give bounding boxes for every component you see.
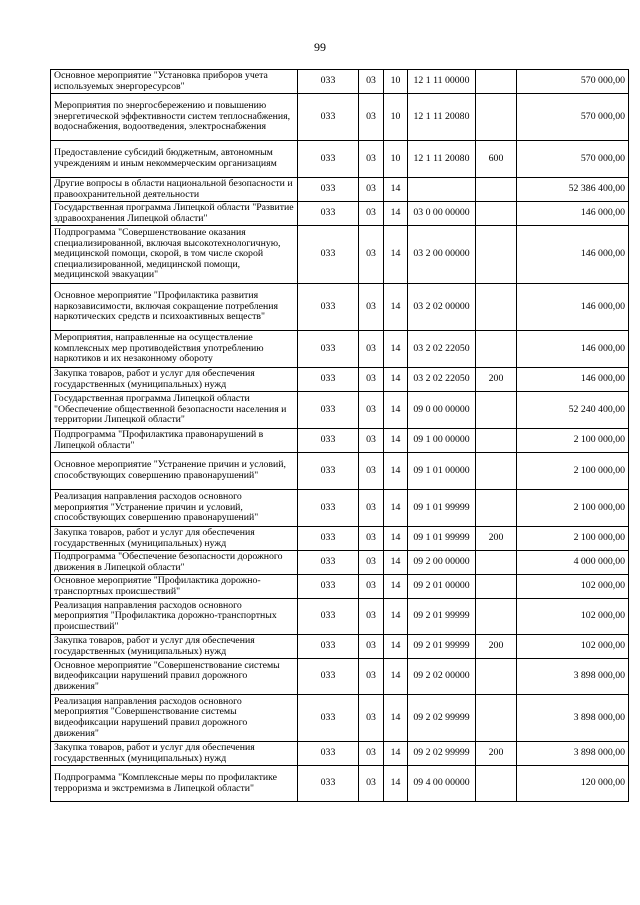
section-code: 03 xyxy=(359,368,384,392)
amount: 102 000,00 xyxy=(517,599,629,635)
row-name: Основное мероприятие "Установка приборов учета используемых энергоресурсов" xyxy=(51,70,298,94)
section-code: 03 xyxy=(359,392,384,429)
subsection-code: 14 xyxy=(384,331,408,368)
amount: 102 000,00 xyxy=(517,635,629,659)
ministry-code: 033 xyxy=(298,178,359,202)
target-article: 09 1 01 99999 xyxy=(408,490,476,527)
table-row xyxy=(51,392,629,429)
page-number: 99 xyxy=(314,40,326,54)
target-article: 09 4 00 00000 xyxy=(408,766,476,802)
table-row xyxy=(51,331,629,368)
ministry-code: 033 xyxy=(298,575,359,599)
target-article: 03 0 00 00000 xyxy=(408,202,476,226)
subsection-code: 14 xyxy=(384,695,408,742)
expense-type xyxy=(476,551,517,575)
target-article: 12 1 11 20080 xyxy=(408,94,476,141)
row-name: Закупка товаров, работ и услуг для обеспечения государственных (муниципальных) нужд xyxy=(51,368,298,392)
section-code: 03 xyxy=(359,202,384,226)
ministry-code: 033 xyxy=(298,490,359,527)
amount: 52 240 400,00 xyxy=(517,392,629,429)
section-code: 03 xyxy=(359,635,384,659)
ministry-code: 033 xyxy=(298,284,359,331)
ministry-code: 033 xyxy=(298,70,359,94)
subsection-code: 14 xyxy=(384,284,408,331)
amount: 52 386 400,00 xyxy=(517,178,629,202)
section-code: 03 xyxy=(359,70,384,94)
amount: 2 100 000,00 xyxy=(517,429,629,453)
section-code: 03 xyxy=(359,429,384,453)
amount: 3 898 000,00 xyxy=(517,695,629,742)
target-article: 09 2 02 99999 xyxy=(408,742,476,766)
row-name: Государственная программа Липецкой области "Развитие здравоохранения Липецкой области" xyxy=(51,202,298,226)
ministry-code: 033 xyxy=(298,766,359,802)
table-row xyxy=(51,94,629,141)
ministry-code: 033 xyxy=(298,599,359,635)
expense-type xyxy=(476,695,517,742)
target-article: 09 2 00 00000 xyxy=(408,551,476,575)
target-article xyxy=(408,178,476,202)
row-name: Закупка товаров, работ и услуг для обеспечения государственных (муниципальных) нужд xyxy=(51,635,298,659)
expense-type: 200 xyxy=(476,368,517,392)
table-row xyxy=(51,141,629,178)
expense-type xyxy=(476,659,517,695)
row-name: Мероприятия, направленные на осуществление комплексных мер противодействия употреблению наркотиков и их незаконному обороту xyxy=(51,331,298,368)
section-code: 03 xyxy=(359,141,384,178)
table-row xyxy=(51,490,629,527)
table-row xyxy=(51,368,629,392)
subsection-code: 14 xyxy=(384,635,408,659)
subsection-code: 14 xyxy=(384,226,408,284)
table-row xyxy=(51,70,629,94)
row-name: Подпрограмма "Профилактика правонарушений в Липецкой области" xyxy=(51,429,298,453)
subsection-code: 14 xyxy=(384,659,408,695)
amount: 2 100 000,00 xyxy=(517,490,629,527)
row-name: Реализация направления расходов основного мероприятия "Совершенствование системы видеофиксации нарушений правил дорожного движения" xyxy=(51,695,298,742)
amount: 2 100 000,00 xyxy=(517,453,629,490)
section-code: 03 xyxy=(359,226,384,284)
target-article: 03 2 02 22050 xyxy=(408,368,476,392)
expense-type xyxy=(476,284,517,331)
table-row xyxy=(51,575,629,599)
amount: 570 000,00 xyxy=(517,94,629,141)
ministry-code: 033 xyxy=(298,551,359,575)
section-code: 03 xyxy=(359,453,384,490)
section-code: 03 xyxy=(359,527,384,551)
subsection-code: 14 xyxy=(384,178,408,202)
amount: 146 000,00 xyxy=(517,226,629,284)
amount: 120 000,00 xyxy=(517,766,629,802)
expense-type xyxy=(476,94,517,141)
expense-type xyxy=(476,766,517,802)
amount: 2 100 000,00 xyxy=(517,527,629,551)
expense-type xyxy=(476,178,517,202)
expense-type xyxy=(476,490,517,527)
ministry-code: 033 xyxy=(298,659,359,695)
subsection-code: 10 xyxy=(384,141,408,178)
subsection-code: 14 xyxy=(384,742,408,766)
subsection-code: 14 xyxy=(384,490,408,527)
ministry-code: 033 xyxy=(298,635,359,659)
row-name: Реализация направления расходов основного мероприятия "Устранение причин и условий, способствующих совершению правонарушений" xyxy=(51,490,298,527)
ministry-code: 033 xyxy=(298,331,359,368)
expense-type: 200 xyxy=(476,742,517,766)
expense-type xyxy=(476,226,517,284)
section-code: 03 xyxy=(359,659,384,695)
ministry-code: 033 xyxy=(298,453,359,490)
amount: 4 000 000,00 xyxy=(517,551,629,575)
section-code: 03 xyxy=(359,599,384,635)
row-name: Другие вопросы в области национальной безопасности и правоохранительной деятельности xyxy=(51,178,298,202)
table-row xyxy=(51,284,629,331)
target-article: 09 1 00 00000 xyxy=(408,429,476,453)
target-article: 03 2 02 22050 xyxy=(408,331,476,368)
section-code: 03 xyxy=(359,742,384,766)
table-row xyxy=(51,429,629,453)
row-name: Подпрограмма "Обеспечение безопасности дорожного движения в Липецкой области" xyxy=(51,551,298,575)
amount: 146 000,00 xyxy=(517,331,629,368)
ministry-code: 033 xyxy=(298,226,359,284)
ministry-code: 033 xyxy=(298,429,359,453)
expense-type xyxy=(476,331,517,368)
amount: 3 898 000,00 xyxy=(517,742,629,766)
row-name: Мероприятия по энергосбережению и повышению энергетической эффективности систем теплоснабжения, водоснабжения, водоотведения, электроснабжения xyxy=(51,94,298,141)
table-row xyxy=(51,635,629,659)
row-name: Государственная программа Липецкой области "Обеспечение общественной безопасности населения и территории Липецкой области" xyxy=(51,392,298,429)
subsection-code: 14 xyxy=(384,453,408,490)
target-article: 12 1 11 20080 xyxy=(408,141,476,178)
amount: 3 898 000,00 xyxy=(517,659,629,695)
ministry-code: 033 xyxy=(298,368,359,392)
target-article: 09 2 02 99999 xyxy=(408,695,476,742)
row-name: Подпрограмма "Комплексные меры по профилактике терроризма и экстремизма в Липецкой области" xyxy=(51,766,298,802)
expense-type: 200 xyxy=(476,527,517,551)
section-code: 03 xyxy=(359,766,384,802)
table-row xyxy=(51,226,629,284)
target-article: 09 2 01 99999 xyxy=(408,599,476,635)
amount: 102 000,00 xyxy=(517,575,629,599)
table-row xyxy=(51,695,629,742)
amount: 146 000,00 xyxy=(517,284,629,331)
subsection-code: 14 xyxy=(384,551,408,575)
section-code: 03 xyxy=(359,94,384,141)
subsection-code: 14 xyxy=(384,429,408,453)
target-article: 09 2 01 99999 xyxy=(408,635,476,659)
target-article: 09 2 01 00000 xyxy=(408,575,476,599)
ministry-code: 033 xyxy=(298,202,359,226)
subsection-code: 14 xyxy=(384,202,408,226)
ministry-code: 033 xyxy=(298,94,359,141)
target-article: 03 2 00 00000 xyxy=(408,226,476,284)
expense-type xyxy=(476,70,517,94)
target-article: 09 1 01 00000 xyxy=(408,453,476,490)
table-row xyxy=(51,178,629,202)
expense-type xyxy=(476,575,517,599)
amount: 146 000,00 xyxy=(517,202,629,226)
row-name: Закупка товаров, работ и услуг для обеспечения государственных (муниципальных) нужд xyxy=(51,742,298,766)
expense-type xyxy=(476,202,517,226)
subsection-code: 14 xyxy=(384,599,408,635)
section-code: 03 xyxy=(359,284,384,331)
target-article: 09 0 00 00000 xyxy=(408,392,476,429)
subsection-code: 14 xyxy=(384,527,408,551)
section-code: 03 xyxy=(359,695,384,742)
expense-type: 600 xyxy=(476,141,517,178)
row-name: Реализация направления расходов основного мероприятия "Профилактика дорожно-транспортных происшествий" xyxy=(51,599,298,635)
amount: 570 000,00 xyxy=(517,70,629,94)
expense-type xyxy=(476,599,517,635)
amount: 570 000,00 xyxy=(517,141,629,178)
table-row xyxy=(51,527,629,551)
expense-type xyxy=(476,429,517,453)
table-row xyxy=(51,202,629,226)
ministry-code: 033 xyxy=(298,695,359,742)
table-row xyxy=(51,551,629,575)
row-name: Основное мероприятие "Совершенствование системы видеофиксации нарушений правил дорожного движения" xyxy=(51,659,298,695)
ministry-code: 033 xyxy=(298,141,359,178)
target-article: 12 1 11 00000 xyxy=(408,70,476,94)
expense-type: 200 xyxy=(476,635,517,659)
expense-type xyxy=(476,453,517,490)
section-code: 03 xyxy=(359,575,384,599)
subsection-code: 10 xyxy=(384,94,408,141)
target-article: 03 2 02 00000 xyxy=(408,284,476,331)
table-row xyxy=(51,599,629,635)
row-name: Предоставление субсидий бюджетным, автономным учреждениям и иным некоммерческим организациям xyxy=(51,141,298,178)
section-code: 03 xyxy=(359,490,384,527)
subsection-code: 14 xyxy=(384,368,408,392)
budget-table xyxy=(50,69,629,802)
amount: 146 000,00 xyxy=(517,368,629,392)
section-code: 03 xyxy=(359,178,384,202)
row-name: Основное мероприятие "Устранение причин и условий, способствующих совершению правонарушений" xyxy=(51,453,298,490)
table-row xyxy=(51,659,629,695)
target-article: 09 1 01 99999 xyxy=(408,527,476,551)
subsection-code: 10 xyxy=(384,70,408,94)
subsection-code: 14 xyxy=(384,766,408,802)
row-name: Основное мероприятие "Профилактика дорожно-транспортных происшествий" xyxy=(51,575,298,599)
ministry-code: 033 xyxy=(298,742,359,766)
target-article: 09 2 02 00000 xyxy=(408,659,476,695)
expense-type xyxy=(476,392,517,429)
table-row xyxy=(51,766,629,802)
subsection-code: 14 xyxy=(384,575,408,599)
row-name: Подпрограмма "Совершенствование оказания специализированной, включая высокотехнологичную, медицинской помощи, скорой, в том числе скорой специализированной, медицинской помощи, медицинской эвакуации" xyxy=(51,226,298,284)
table-row xyxy=(51,742,629,766)
table-row xyxy=(51,453,629,490)
section-code: 03 xyxy=(359,331,384,368)
row-name: Основное мероприятие "Профилактика развития наркозависимости, включая сокращение потребления наркотических средств и психоактивных веществ" xyxy=(51,284,298,331)
subsection-code: 14 xyxy=(384,392,408,429)
section-code: 03 xyxy=(359,551,384,575)
ministry-code: 033 xyxy=(298,527,359,551)
ministry-code: 033 xyxy=(298,392,359,429)
row-name: Закупка товаров, работ и услуг для обеспечения государственных (муниципальных) нужд xyxy=(51,527,298,551)
